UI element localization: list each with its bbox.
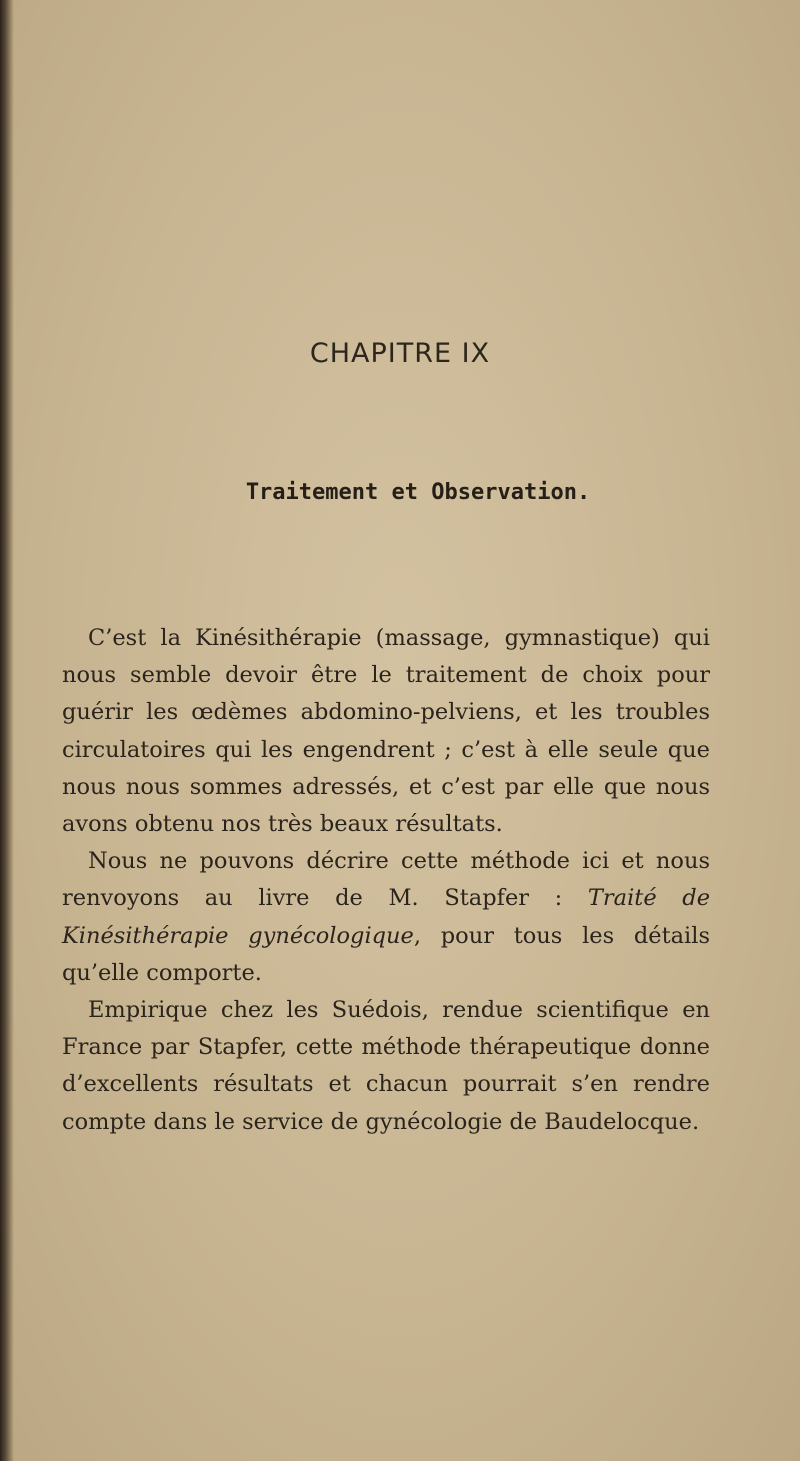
paragraph-1: C’est la Kinésithérapie (massage, gymnastique) qui nous semble devoir être le traitement de choix pour guérir les œdèmes abdomino-pelviens, et les troubles circulatoires qui les engendrent ; c’est à elle seule que nous nous sommes adressés, et c’est par elle que nous avons obtenu nos très beaux résultats.	[62, 625, 710, 838]
page-binding-edge	[0, 0, 14, 1461]
paragraph-2-text-before: Nous ne pouvons décrire cette méthode ici et nous renvoyons au livre de M. Stapfer :	[62, 848, 710, 912]
body-text	[62, 620, 710, 1141]
paragraph-2	[62, 843, 710, 992]
paragraph-2-text-after: , pour tous les détails qu’elle comporte.	[62, 922, 710, 986]
book-title-reference: Traité de Kinésithérapie gynécologique	[62, 885, 711, 949]
chapter-heading: CHAPITRE IX	[309, 338, 491, 369]
section-title: Traitement et Observation.	[245, 480, 591, 505]
paragraph-3: Empirique chez les Suédois, rendue scientifique en France par Stapfer, cette méthode thérapeutique donne d’excellents résultats et chacun pourrait s’en rendre compte dans le service de gynécologie de Baudelocque.	[62, 997, 710, 1135]
